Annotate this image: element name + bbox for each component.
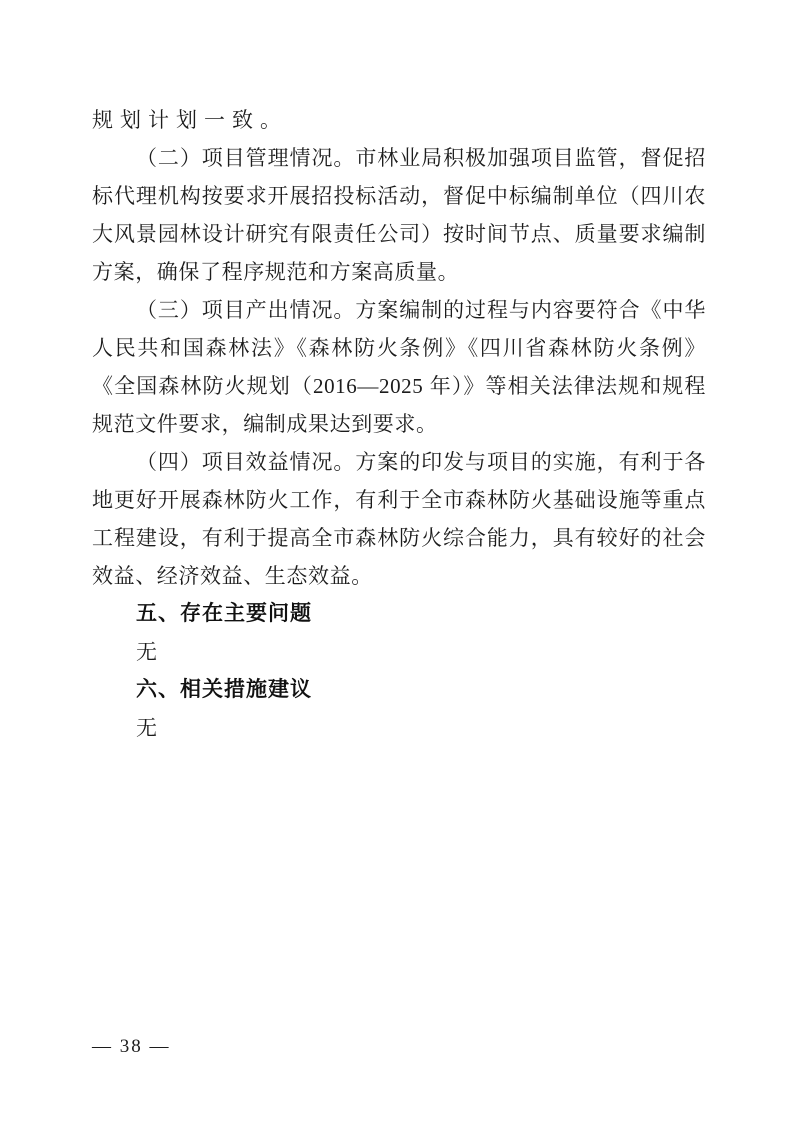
paragraph-project-management: （二）项目管理情况。市林业局积极加强项目监管，督促招标代理机构按要求开展招投标活动，督促中标编制单位（四川农大风景园林设计研究有限责任公司）按时间节点、质量要求编制方案，确保了程序规范和方案高质量。 xyxy=(92,146,706,284)
paragraph-project-output: （三）项目产出情况。方案编制的过程与内容要符合《中华人民共和国森林法》《森林防火条例》《四川省森林防火条例》《全国森林防火规划（2016—2025 年）》等相关法律法规和规程规范文件要求，编制成果达到要求。 xyxy=(92,298,706,436)
section-heading-suggestions: 六、相关措施建议 xyxy=(136,678,312,701)
page-number: — 38 — xyxy=(92,1036,171,1057)
section-body-problems: 无 xyxy=(136,640,158,664)
section-body-suggestions: 无 xyxy=(136,716,158,740)
section-heading-problems: 五、存在主要问题 xyxy=(136,602,312,625)
paragraph-project-benefit: （四）项目效益情况。方案的印发与项目的实施，有利于各地更好开展森林防火工作，有利于全市森林防火基础设施等重点工程建设，有利于提高全市森林防火综合能力，具有较好的社会效益、经济效益、生态效益。 xyxy=(92,450,706,588)
paragraph-continuation-line: 规划计划一致。 xyxy=(92,108,288,132)
document-body xyxy=(92,101,706,747)
